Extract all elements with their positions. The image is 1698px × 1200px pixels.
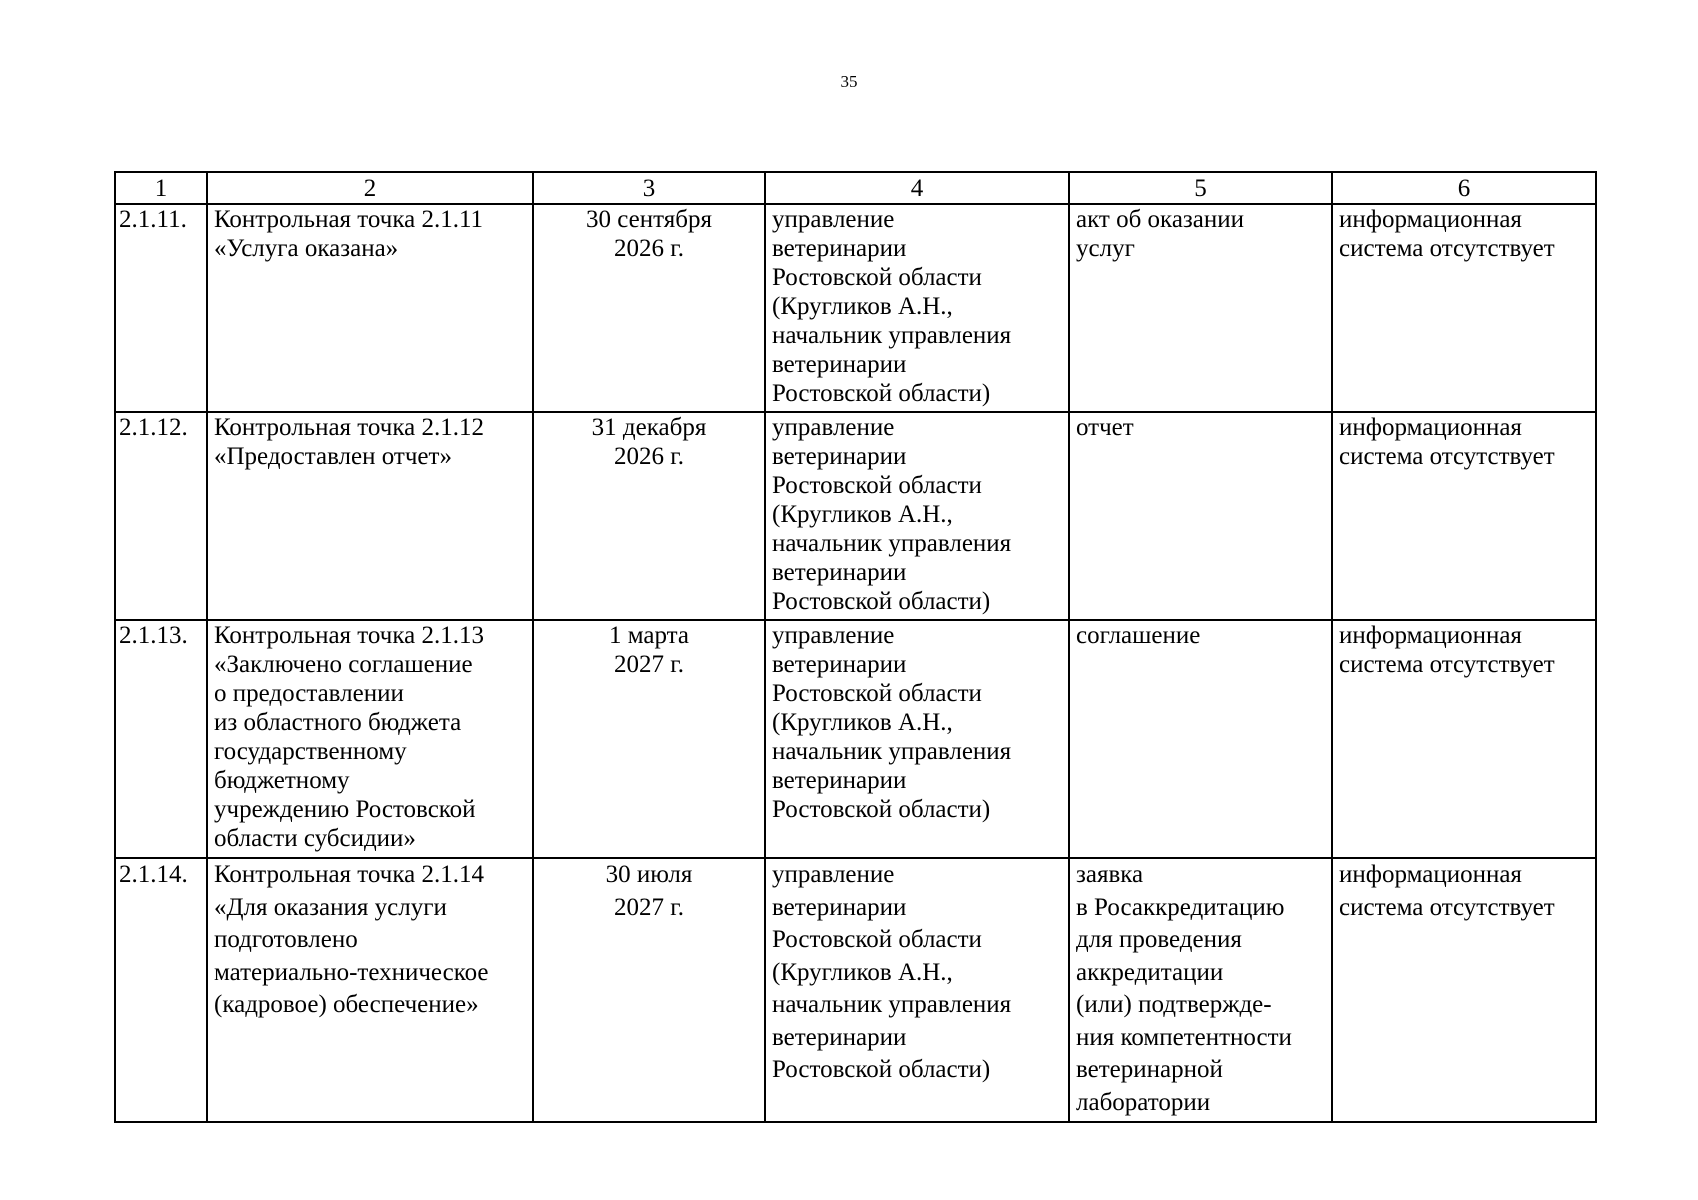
date-cell: 30 июля 2027 г. <box>533 858 765 1122</box>
responsible-cell: управление ветеринарии Ростовской области (Кругликов А.Н., начальник управления ветеринарии Ростовской области) <box>765 204 1069 412</box>
table-row <box>115 412 1596 620</box>
document-cell: отчет <box>1069 412 1332 620</box>
info-system-cell: информационная система отсутствует <box>1332 204 1596 412</box>
table-header-row <box>115 172 1596 204</box>
page-number: 35 <box>840 72 858 91</box>
info-system-cell: информационная система отсутствует <box>1332 858 1596 1122</box>
row-number-cell: 2.1.11. <box>115 204 207 412</box>
column-header: 6 <box>1332 172 1596 204</box>
document-cell: соглашение <box>1069 620 1332 858</box>
info-system-cell: информационная система отсутствует <box>1332 620 1596 858</box>
column-header: 1 <box>115 172 207 204</box>
responsible-cell: управление ветеринарии Ростовской области (Кругликов А.Н., начальник управления ветеринарии Ростовской области) <box>765 858 1069 1122</box>
row-number-cell: 2.1.14. <box>115 858 207 1122</box>
row-number-cell: 2.1.13. <box>115 620 207 858</box>
column-header: 2 <box>207 172 533 204</box>
date-cell: 30 сентября 2026 г. <box>533 204 765 412</box>
table-row <box>115 204 1596 412</box>
table-row <box>115 620 1596 858</box>
document-cell: заявка в Росаккредитацию для проведения аккредитации (или) подтвержде- ния компетентности ветеринарной лаборатории <box>1069 858 1332 1122</box>
date-cell: 1 марта 2027 г. <box>533 620 765 858</box>
control-point-name-cell: Контрольная точка 2.1.12 «Предоставлен отчет» <box>207 412 533 620</box>
control-points-table <box>114 171 1597 1123</box>
responsible-cell: управление ветеринарии Ростовской области (Кругликов А.Н., начальник управления ветеринарии Ростовской области) <box>765 412 1069 620</box>
info-system-cell: информационная система отсутствует <box>1332 412 1596 620</box>
column-header: 5 <box>1069 172 1332 204</box>
column-header: 3 <box>533 172 765 204</box>
responsible-cell: управление ветеринарии Ростовской области (Кругликов А.Н., начальник управления ветеринарии Ростовской области) <box>765 620 1069 858</box>
control-point-name-cell: Контрольная точка 2.1.14 «Для оказания услуги подготовлено материально-техническое (кадровое) обеспечение» <box>207 858 533 1122</box>
control-point-name-cell: Контрольная точка 2.1.11 «Услуга оказана» <box>207 204 533 412</box>
column-header: 4 <box>765 172 1069 204</box>
document-cell: акт об оказании услуг <box>1069 204 1332 412</box>
control-point-name-cell: Контрольная точка 2.1.13 «Заключено соглашение о предоставлении из областного бюджета государственному бюджетному учреждению Ростовской области субсидии» <box>207 620 533 858</box>
date-cell: 31 декабря 2026 г. <box>533 412 765 620</box>
table-row <box>115 858 1596 1122</box>
row-number-cell: 2.1.12. <box>115 412 207 620</box>
